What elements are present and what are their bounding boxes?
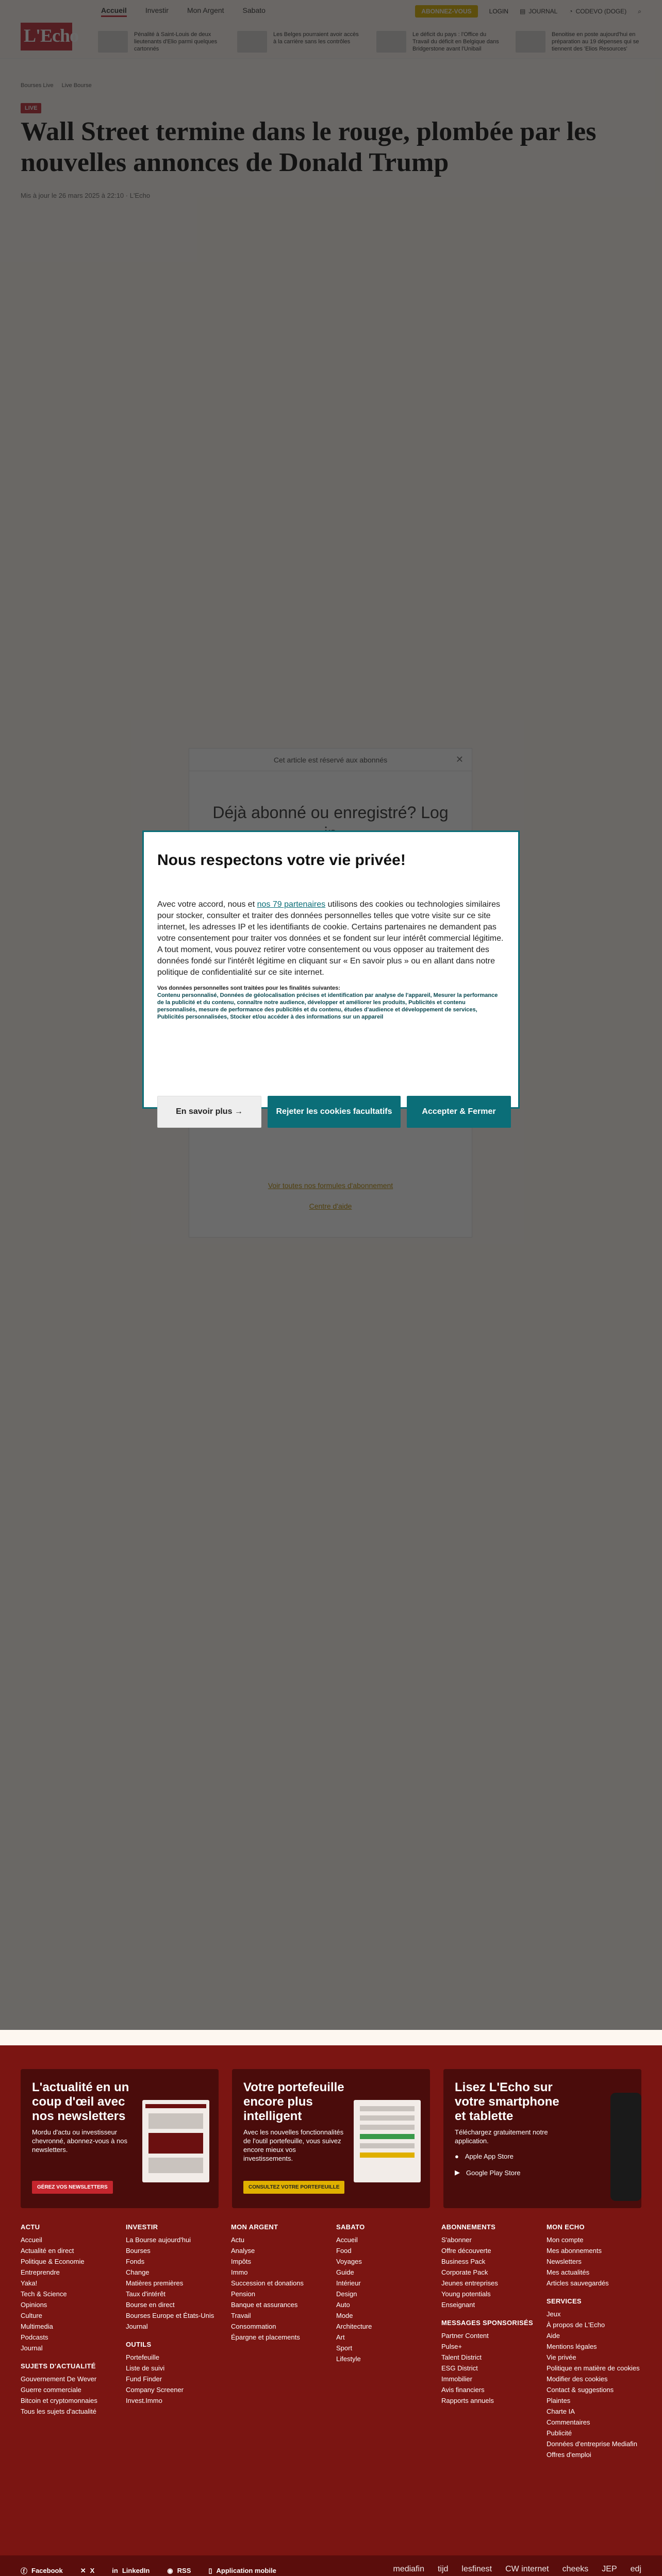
footer-link[interactable]: Architecture [336,2323,372,2330]
footer-link[interactable]: Offre découverte [441,2247,491,2255]
footer-column-heading: OUTILS [126,2341,152,2348]
footer-link[interactable]: Politique en matière de cookies [547,2364,640,2372]
footer-link[interactable]: Modifier des cookies [547,2375,608,2383]
footer-link[interactable]: Tous les sujets d'actualité [21,2408,97,2415]
footer-link[interactable]: Travail [231,2312,251,2319]
footer-link[interactable]: Yaka! [21,2279,38,2287]
cookie-title: Nous respectons votre vie privée! [157,852,406,869]
facebook-icon: ⓕ [21,2567,28,2575]
mobile-app-link[interactable] [208,2566,276,2575]
footer-link[interactable]: Food [336,2247,352,2255]
footer-link[interactable]: Voyages [336,2258,362,2265]
footer-link[interactable]: Accueil [336,2236,358,2244]
footer-link[interactable]: Pension [231,2290,255,2298]
apple-icon: ● [455,2153,459,2160]
footer-link[interactable]: Change [126,2268,150,2276]
footer-link[interactable]: Analyse [231,2247,255,2255]
brand-logo[interactable]: cheeks [562,2565,589,2573]
footer-link[interactable]: Aide [547,2332,560,2340]
footer-link[interactable]: À propos de L'Echo [547,2321,605,2329]
app-store-links [455,2153,630,2177]
footer-link[interactable]: Bourses [126,2247,151,2255]
brand-logo[interactable]: edj [630,2565,641,2573]
footer-link[interactable]: Actu [231,2236,245,2244]
view-portfolio-button[interactable]: CONSULTEZ VOTRE PORTEFEUILLE [243,2181,344,2194]
footer-link[interactable]: Matières premières [126,2279,184,2287]
footer-link[interactable]: Articles sauvegardés [547,2279,609,2287]
footer-link[interactable]: Journal [21,2344,43,2352]
footer-column [126,2222,231,2460]
footer-column [21,2222,126,2460]
card-title: Votre portefeuille encore plus intelligent [243,2080,344,2123]
footer-link[interactable]: Bitcoin et cryptomonnaies [21,2397,97,2404]
footer-link[interactable]: Company Screener [126,2386,184,2394]
footer-link[interactable]: Auto [336,2301,350,2309]
play-icon: ▶ [455,2168,460,2176]
brand-logo[interactable]: JEP [602,2565,617,2573]
cookie-purposes [157,985,505,1021]
footer-column-heading: ABONNEMENTS [441,2223,496,2231]
x-label: X [90,2567,95,2574]
footer-link[interactable]: Avis financiers [441,2386,485,2394]
footer-column [336,2222,441,2460]
footer-link[interactable]: Actualité en direct [21,2247,74,2255]
footer-column-heading: SUJETS D'ACTUALITÉ [21,2362,96,2370]
footer-link[interactable]: Succession et donations [231,2279,304,2287]
footer-columns [21,2222,652,2460]
footer-link[interactable]: Immobilier [441,2375,472,2383]
card-text: Téléchargez gratuitement notre application. [455,2128,548,2145]
footer-link[interactable]: Podcasts [21,2333,48,2341]
footer-link[interactable]: Contact & suggestions [547,2386,614,2394]
app-card [443,2069,641,2208]
phone-image [610,2093,641,2201]
footer-column-heading: MON ECHO [547,2223,585,2231]
footer-link[interactable]: Mode [336,2312,353,2319]
footer-link[interactable]: Taux d'intérêt [126,2290,166,2298]
partners-link[interactable]: nos 79 partenaires [257,900,326,909]
accept-cookies-button[interactable]: Accepter & Fermer [407,1096,511,1128]
rss-link[interactable] [167,2566,191,2575]
footer-link[interactable]: Culture [21,2312,42,2319]
cookie-description [157,899,505,978]
learn-more-button[interactable]: En savoir plus → [157,1096,261,1128]
footer-link[interactable]: Portefeuille [126,2353,160,2361]
footer-link[interactable]: Business Pack [441,2258,486,2265]
footer-link[interactable]: ESG District [441,2364,478,2372]
linkedin-icon: in [112,2567,118,2574]
footer-link[interactable]: Mes abonnements [547,2247,602,2255]
rss-label: RSS [177,2567,191,2574]
footer-link[interactable]: Publicité [547,2429,572,2437]
footer-link[interactable]: Accueil [21,2236,42,2244]
apple-store-link[interactable] [455,2153,630,2160]
footer-link[interactable]: Fund Finder [126,2375,162,2383]
footer-link[interactable]: Mentions légales [547,2343,597,2350]
footer-link[interactable]: Young potentials [441,2290,491,2298]
facebook-link[interactable] [21,2566,63,2575]
portfolio-card [232,2069,430,2208]
cookie-text-a: Avec votre accord, nous et [157,900,257,909]
footer-link[interactable]: Talent District [441,2353,482,2361]
footer-link[interactable]: Jeunes entreprises [441,2279,498,2287]
footer-link[interactable]: La Bourse aujourd'hui [126,2236,191,2244]
manage-newsletters-button[interactable]: GÉREZ VOS NEWSLETTERS [32,2181,113,2194]
footer-bottom-bar [0,2555,662,2576]
brand-logos [393,2565,641,2574]
footer-link[interactable]: Données d'entreprise Mediafin [547,2440,637,2448]
facebook-label: Facebook [31,2567,63,2574]
footer-link[interactable]: Pulse+ [441,2343,462,2350]
footer-link[interactable]: Design [336,2290,357,2298]
footer-link[interactable]: Multimedia [21,2323,53,2330]
footer-link[interactable]: Journal [126,2323,148,2330]
x-link[interactable] [80,2566,95,2575]
footer-link[interactable]: Newsletters [547,2258,582,2265]
brand-logo[interactable]: tijd [437,2565,449,2573]
footer-column-heading: SERVICES [547,2297,582,2305]
footer-column [441,2222,547,2460]
footer-link[interactable]: Tech & Science [21,2290,67,2298]
footer-link[interactable]: Sport [336,2344,353,2352]
linkedin-link[interactable] [112,2566,150,2575]
cookie-text-b: utilisons des cookies ou technologies similaires pour stocker, consulter et traiter des données personnelles telles que votre visite sur ce site internet, les adresses IP et les identifiants de cookie. Certains partenaires ne demandent pas votre consentement pour traiter vos données et se fondent sur leur intérêt commercial légitime. A tout moment, vous pouvez retirer votre consentement ou vous opposer au traitement des données fondé sur l'intérêt légitime en cliquant sur « En savoir plus » ou en allant dans notre politique de confidentialité sur ce site internet. [157,900,504,977]
newsletter-card [21,2069,219,2208]
phone-icon: ▯ [208,2566,212,2574]
footer-spacer [0,2030,662,2045]
footer-column-heading: MESSAGES SPONSORISÉS [441,2319,533,2327]
footer-link[interactable]: Liste de suivi [126,2364,165,2372]
footer-link[interactable]: Offres d'emploi [547,2451,591,2459]
rss-icon: ◉ [167,2566,173,2574]
footer-link[interactable]: Rapports annuels [441,2397,494,2404]
footer-link[interactable]: Bourses Europe et États-Unis [126,2312,214,2319]
footer-column-heading: MON ARGENT [231,2223,278,2231]
footer-link[interactable]: Immo [231,2268,248,2276]
footer-link[interactable]: Commentaires [547,2418,590,2426]
reject-cookies-button[interactable]: Rejeter les cookies facultatifs [268,1096,401,1128]
footer-link[interactable]: Partner Content [441,2332,489,2340]
footer-link[interactable]: Art [336,2333,345,2341]
cookie-buttons [157,1096,511,1128]
mobile-app-label: Application mobile [216,2567,276,2574]
purposes-list: Contenu personnalisé, Données de géolocalisation précises et identification par analyse de l'appareil, Mesurer la performance de la publicité et du contenu, connaître notre audience, développer et améliorer les produits, Publicités et contenu personnalisés, mesure de performance des publicités et du contenu, études d'audience et développement de services, Publicités personnalisées, Stocker et/ou accéder à des informations sur un appareil [157,992,498,1020]
brand-logo[interactable]: mediafin [393,2565,424,2573]
google-play-label: Google Play Store [466,2168,521,2177]
footer-link[interactable]: Banque et assurances [231,2301,298,2309]
footer-link[interactable]: Impôts [231,2258,252,2265]
social-links [21,2566,276,2575]
footer-link[interactable]: Politique & Economie [21,2258,85,2265]
linkedin-label: LinkedIn [122,2567,150,2574]
footer-link[interactable]: Plaintes [547,2397,571,2404]
brand-logo[interactable]: lesfinest [461,2565,492,2573]
site-footer [0,2045,662,2576]
footer-link[interactable]: Jeux [547,2310,561,2318]
footer-link[interactable]: Enseignant [441,2301,475,2309]
footer-link[interactable]: Mon compte [547,2236,584,2244]
footer-link[interactable]: Fonds [126,2258,145,2265]
google-play-link[interactable] [455,2168,630,2177]
footer-link[interactable]: Épargne et placements [231,2333,300,2341]
footer-link[interactable]: Entreprendre [21,2268,60,2276]
footer-link[interactable]: Corporate Pack [441,2268,488,2276]
footer-link[interactable]: Gouvernement De Wever [21,2375,97,2383]
newsletter-preview-image [142,2100,209,2182]
footer-link[interactable]: Consommation [231,2323,276,2330]
card-title: Lisez L'Echo sur votre smartphone et tablette [455,2080,559,2123]
purposes-heading: Vos données personnelles sont traitées pour les finalités suivantes: [157,985,340,991]
footer-column [231,2222,336,2460]
card-text: Mordu d'actu ou investisseur chevronné, abonnez-vous à nos newsletters. [32,2128,128,2154]
footer-promo-cards [21,2069,641,2208]
apple-store-label: Apple App Store [465,2153,514,2160]
card-title: L'actualité en un coup d'œil avec nos newsletters [32,2080,129,2123]
footer-column [547,2222,652,2460]
footer-column-heading: INVESTIR [126,2223,158,2231]
footer-link[interactable]: Invest.Immo [126,2397,162,2404]
portfolio-preview-image [354,2100,421,2182]
footer-link[interactable]: Intérieur [336,2279,361,2287]
brand-logo[interactable]: CW internet [505,2565,549,2573]
footer-link[interactable]: Mes actualités [547,2268,590,2276]
footer-column-heading: ACTU [21,2223,40,2231]
footer-link[interactable]: Bourse en direct [126,2301,175,2309]
footer-link[interactable]: Lifestyle [336,2355,361,2363]
footer-link[interactable]: S'abonner [441,2236,472,2244]
footer-link[interactable]: Vie privée [547,2353,576,2361]
x-icon: ✕ [80,2566,86,2574]
footer-link[interactable]: Guerre commerciale [21,2386,81,2394]
card-text: Avec les nouvelles fonctionnalités de l'outil portefeuille, vous suivez encore mieux vos investissements. [243,2128,344,2162]
footer-link[interactable]: Opinions [21,2301,47,2309]
footer-link[interactable]: Guide [336,2268,354,2276]
footer-column-heading: SABATO [336,2223,365,2231]
footer-link[interactable]: Charte IA [547,2408,575,2415]
cookie-consent-dialog [142,831,520,1116]
